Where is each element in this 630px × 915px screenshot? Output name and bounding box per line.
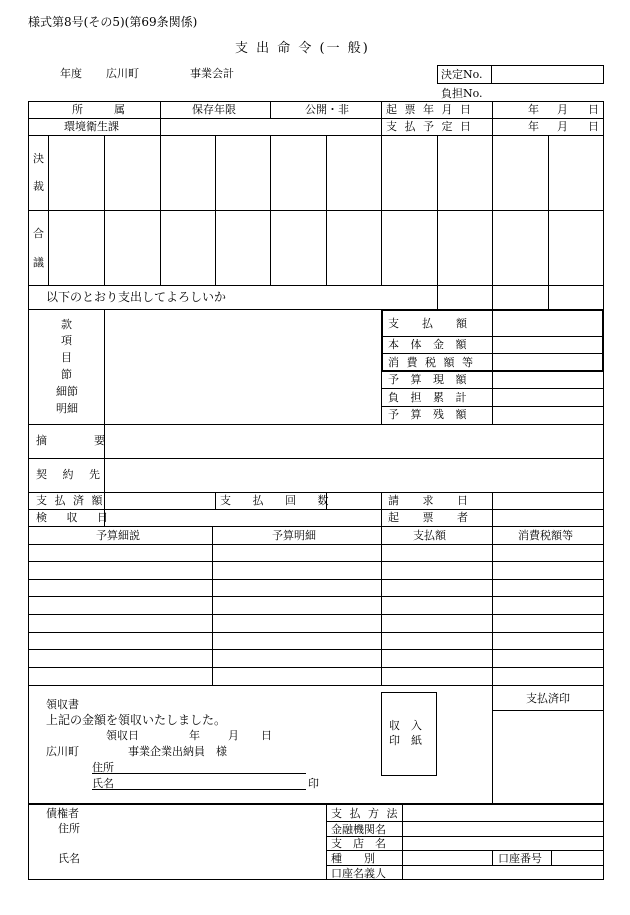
creditor-name-label: 氏名 — [58, 852, 80, 865]
form-number: 様式第8号(その5)(第69条関係) — [28, 15, 198, 29]
consult-label-1: 合 — [33, 227, 44, 240]
breakdown-header-1: 予算細説 — [96, 529, 140, 542]
retention-label: 保存年限 — [192, 103, 236, 116]
creditor-box — [28, 804, 604, 880]
consult-label-2: 議 — [33, 256, 44, 269]
draft-date-label: 起 票 年 月 日 — [386, 103, 473, 116]
form-outer — [28, 101, 604, 804]
department-name: 環境衛生課 — [64, 120, 119, 133]
draft-day: 日 — [588, 103, 599, 116]
receipt-name-label: 氏名 — [92, 777, 114, 790]
decision-label-1: 決 — [33, 152, 44, 165]
payment-date-label: 支 払 予 定 日 — [386, 120, 473, 133]
public-label: 公開・非 — [305, 103, 349, 116]
stamp-label-2: 印 紙 — [389, 734, 422, 747]
pay-method-label: 支 払 方 法 — [331, 807, 400, 820]
invoice-date-label: 請 求 日 — [388, 494, 478, 507]
budget-item-moku: 目 — [61, 351, 72, 364]
receipt-recipient: 事業企業出納員 様 — [128, 745, 227, 758]
breakdown-header-2: 予算明細 — [272, 529, 316, 542]
decision-label-2: 裁 — [33, 180, 44, 193]
budget-current-label: 予 算 現 額 — [388, 373, 471, 386]
pay-month: 月 — [557, 120, 568, 133]
payment-count-label: 支 払 回 数 — [220, 494, 338, 507]
year-label: 年度 — [60, 67, 82, 80]
account-name: 事業会計 — [190, 67, 234, 80]
budget-item-kan: 款 — [61, 318, 72, 331]
draft-year: 年 — [528, 103, 539, 116]
account-no-label: 口座番号 — [498, 852, 542, 865]
budget-item-saisetsu: 細節 — [56, 385, 78, 398]
decision-no-label: 決定No. — [441, 68, 483, 81]
stamp-label-1: 収 入 — [389, 719, 422, 732]
town-name: 広川町 — [106, 67, 139, 80]
drafter-label: 起 票 者 — [388, 511, 478, 524]
holder-name-label: 口座名義人 — [331, 867, 386, 880]
breakdown-header-3: 支払額 — [413, 529, 446, 542]
receipt-town: 広川町 — [46, 745, 79, 758]
receipt-year: 年 — [189, 729, 200, 742]
summary-label: 摘 要 — [36, 434, 123, 447]
creditor-address-label: 住所 — [58, 822, 80, 835]
affiliation-label: 所 属 — [72, 103, 135, 116]
contractor-label: 契 約 先 — [36, 468, 106, 481]
tax-amount-label: 消 費 税 額 等 — [388, 356, 475, 369]
budget-item-meisai: 明細 — [56, 402, 78, 415]
request-text: 以下のとおり支出してよろしいか — [46, 290, 227, 304]
draft-month: 月 — [557, 103, 568, 116]
pay-year: 年 — [528, 120, 539, 133]
burden-no-label: 負担No. — [441, 87, 483, 100]
seal-mark: 印 — [308, 777, 319, 790]
base-amount-label: 本 体 金 額 — [388, 338, 471, 351]
receipt-day: 日 — [261, 729, 272, 742]
receipt-date-label: 領収日 — [106, 729, 139, 742]
bank-name-label: 金融機関名 — [331, 823, 386, 836]
payment-amount-label: 支 払 額 — [388, 317, 473, 330]
page-title: 支 出 命 令 (一 般) — [235, 41, 370, 56]
receipt-month: 月 — [228, 729, 239, 742]
budget-item-kou: 項 — [61, 334, 72, 347]
budget-item-setsu: 節 — [61, 368, 72, 381]
creditor-label: 債権者 — [46, 807, 79, 820]
paid-amount-label: 支 払 済 額 — [36, 494, 105, 507]
inspection-date-label: 検 収 日 — [36, 511, 116, 524]
burden-total-label: 負 担 累 計 — [388, 391, 471, 404]
account-type-label: 種 別 — [331, 852, 375, 865]
decision-no-field[interactable] — [493, 66, 603, 83]
receipt-address-label: 住所 — [92, 761, 114, 774]
branch-name-label: 支 店 名 — [331, 837, 386, 850]
budget-balance-label: 予 算 残 額 — [388, 408, 471, 421]
breakdown-header-4: 消費税額等 — [518, 529, 573, 542]
paid-seal-label: 支払済印 — [526, 692, 570, 705]
pay-day: 日 — [588, 120, 599, 133]
receipt-title: 領収書 — [46, 698, 79, 711]
receipt-text: 上記の金額を領収いたしました。 — [46, 713, 227, 727]
